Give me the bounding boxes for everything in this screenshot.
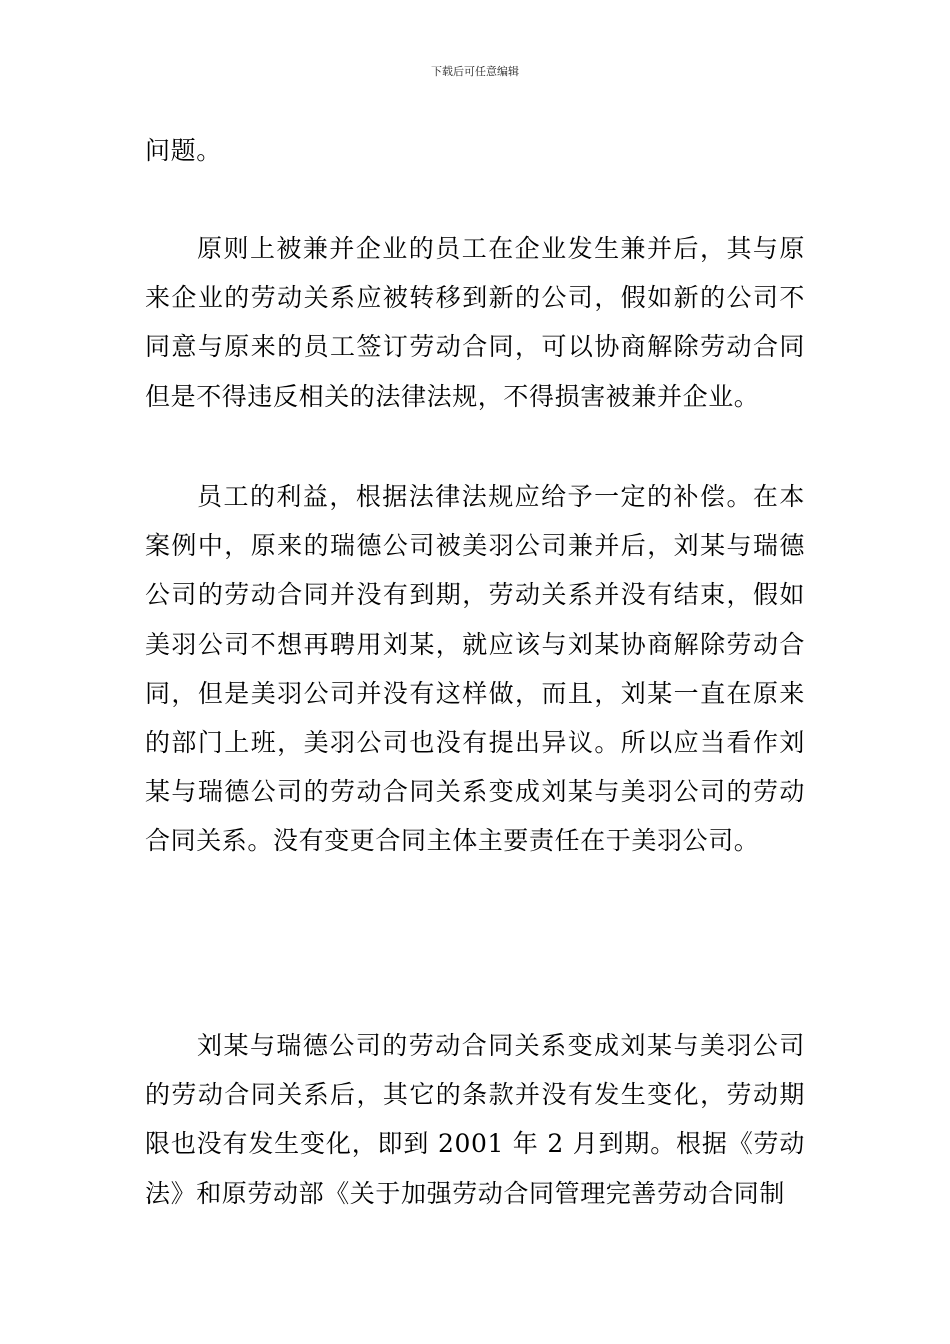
- paragraph-continuation: 问题。: [145, 136, 222, 165]
- paragraph: 原则上被兼并企业的员工在企业发生兼并后，其与原来企业的劳动关系应被转移到新的公司，假如新的公司不同意与原来的员工签订劳动合同，可以协商解除劳动合同但是不得违反相关的法律法规，不得损害被兼并企业。: [145, 234, 805, 411]
- paragraph: 刘某与瑞德公司的劳动合同关系变成刘某与美羽公司的劳动合同关系后，其它的条款并没有发生变化，劳动期限也没有发生变化，即到 2001 年 2 月到期。根据《劳动法》和原劳动部《关于加强劳动合同管理完善劳动合同制: [145, 1031, 805, 1208]
- page-header: 下载后可任意编辑: [431, 65, 519, 78]
- paragraph: 员工的利益，根据法律法规应给予一定的补偿。在本案例中，原来的瑞德公司被美羽公司兼并后，刘某与瑞德公司的劳动合同并没有到期，劳动关系并没有结束，假如美羽公司不想再聘用刘某，就应该与刘某协商解除劳动合同，但是美羽公司并没有这样做，而且，刘某一直在原来的部门上班，美羽公司也没有提出异议。所以应当看作刘某与瑞德公司的劳动合同关系变成刘某与美羽公司的劳动合同关系。没有变更合同主体主要责任在于美羽公司。: [145, 482, 805, 856]
